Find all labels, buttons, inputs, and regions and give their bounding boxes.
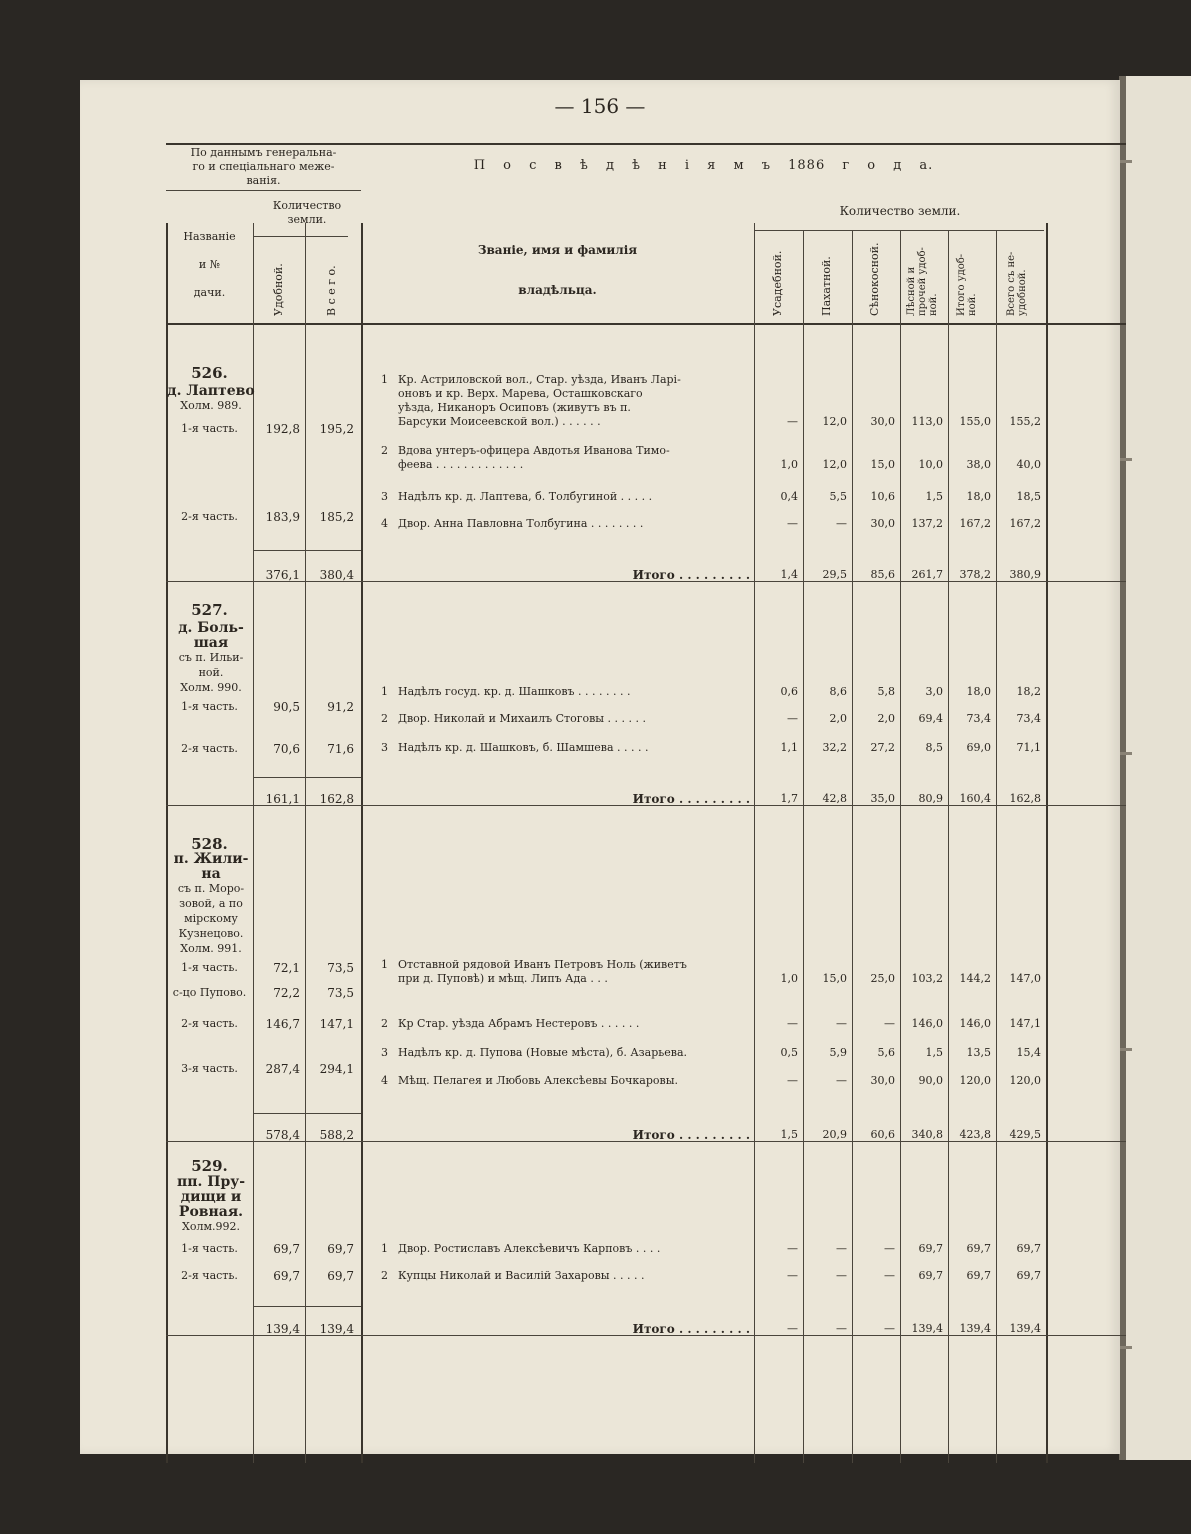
- owner-number: 4: [381, 517, 388, 530]
- section-name-line: на: [201, 866, 221, 882]
- owner-number: 1: [381, 685, 388, 698]
- owner-value-l: 113,0: [911, 415, 943, 428]
- owner-value-p: 2,0: [829, 712, 847, 725]
- part-udobnoy: 192,8: [265, 422, 300, 436]
- part-vsego: 91,2: [327, 700, 354, 714]
- owner-value-i: 73,4: [966, 712, 991, 725]
- owner-text-line: Двор. Анна Павловна Толбугина . . . . . . . .: [398, 517, 644, 530]
- owner-value-v: 167,2: [1009, 517, 1041, 530]
- owner-value-u: —: [787, 517, 798, 530]
- owner-value-p: 32,2: [822, 741, 847, 754]
- part-udobnoy: 183,9: [265, 510, 300, 524]
- part-label: 2-я часть.: [181, 510, 238, 523]
- total-udobnoy: 578,4: [265, 1128, 300, 1142]
- owner-text-line: Надѣлъ госуд. кр. д. Шашковъ . . . . . . . .: [398, 685, 631, 698]
- owner-value-u: 1,0: [780, 972, 798, 985]
- owner-value-s: 30,0: [870, 517, 895, 530]
- owner-value-i: 18,0: [966, 685, 991, 698]
- owner-value-v: 69,7: [1016, 1242, 1041, 1255]
- header-qty: [253, 199, 361, 227]
- owner-value-s: —: [884, 1269, 895, 1282]
- part-vsego: 69,7: [327, 1242, 354, 1256]
- total-label: Итого . . . . . . . . .: [632, 1128, 750, 1142]
- owner-value-i: 146,0: [959, 1017, 991, 1030]
- owner-value-p: —: [836, 1242, 847, 1255]
- owner-value-p: 12,0: [822, 415, 847, 428]
- owner-value-s: 15,0: [870, 458, 895, 471]
- owner-value-s: —: [884, 1017, 895, 1030]
- owner-number: 4: [381, 1074, 388, 1087]
- total-udobnoy: 161,1: [265, 792, 300, 806]
- page-number: — 156 —: [554, 94, 646, 118]
- part-vsego: 69,7: [327, 1269, 354, 1283]
- owner-value-v: 147,1: [1009, 1017, 1041, 1030]
- header-col-senokosnoy: Сѣнокосной.: [868, 242, 881, 316]
- total-value-s: —: [884, 1322, 895, 1335]
- part-udobnoy: 69,7: [273, 1269, 300, 1283]
- owner-value-i: 69,7: [966, 1269, 991, 1282]
- part-udobnoy: 69,7: [273, 1242, 300, 1256]
- owner-text-line: Кр Стар. уѣзда Абрамъ Нестеровъ . . . . . .: [398, 1017, 640, 1030]
- header-text-line: земли.: [287, 213, 327, 226]
- part-vsego: 195,2: [319, 422, 354, 436]
- part-udobnoy: 287,4: [265, 1062, 300, 1076]
- total-value-i: 139,4: [959, 1322, 991, 1335]
- owner-value-v: 18,5: [1016, 490, 1041, 503]
- binding-clip: [1118, 160, 1132, 163]
- owner-value-l: 137,2: [911, 517, 943, 530]
- header-text-line: ванія.: [246, 174, 281, 187]
- owner-value-s: —: [884, 1242, 895, 1255]
- header-left-group: [166, 146, 361, 188]
- header-name-col: [166, 223, 253, 307]
- owner-value-i: 13,5: [966, 1046, 991, 1059]
- total-value-i: 423,8: [959, 1128, 991, 1141]
- owner-value-s: 10,6: [870, 490, 895, 503]
- header-text-line: владѣльца.: [518, 283, 597, 297]
- total-value-u: 1,4: [780, 568, 798, 581]
- owner-text-line: Двор. Ростиславъ Алексѣевичъ Карповъ . . . .: [398, 1242, 661, 1255]
- section-name-line: Холм.992.: [182, 1220, 240, 1233]
- owner-value-l: 69,7: [918, 1269, 943, 1282]
- owner-value-v: 120,0: [1009, 1074, 1041, 1087]
- section-name-line: п. Жили-: [173, 851, 249, 867]
- owner-number: 2: [381, 444, 388, 457]
- owner-value-l: 1,5: [925, 490, 943, 503]
- header-owner-col: [361, 230, 754, 310]
- binding-clip: [1118, 1346, 1132, 1349]
- owner-text-line: Отставной рядовой Иванъ Петровъ Ноль (живетъ: [398, 958, 687, 971]
- section-name-line: пп. Пру-: [176, 1174, 246, 1190]
- part-label: 3-я часть.: [181, 1062, 238, 1075]
- section-name-line: зовой, а по: [179, 897, 243, 910]
- owner-value-i: 167,2: [959, 517, 991, 530]
- total-value-p: 29,5: [822, 568, 847, 581]
- section-number: 526.: [191, 364, 228, 382]
- owner-value-p: —: [836, 517, 847, 530]
- total-udobnoy: 139,4: [265, 1322, 300, 1336]
- owner-text-line: Мѣщ. Пелагея и Любовь Алексѣевы Бочкаровы.: [398, 1074, 678, 1087]
- owner-value-u: —: [787, 1242, 798, 1255]
- total-rule: [253, 1113, 361, 1114]
- owner-number: 2: [381, 712, 388, 725]
- owner-value-l: 69,4: [918, 712, 943, 725]
- total-vsego: 588,2: [319, 1128, 354, 1142]
- owner-value-l: 10,0: [918, 458, 943, 471]
- section-number: 527.: [191, 601, 228, 619]
- section-name-line: Ровная.: [178, 1204, 244, 1220]
- owner-value-i: 155,0: [959, 415, 991, 428]
- section-number: 529.: [191, 1157, 228, 1175]
- part-vsego: 73,5: [327, 986, 354, 1000]
- part-vsego: 147,1: [319, 1017, 354, 1031]
- owner-value-u: 1,1: [780, 741, 798, 754]
- owner-text-line: Надѣлъ кр. д. Пупова (Новые мѣста), б. Азарьева.: [398, 1046, 688, 1059]
- owner-value-v: 69,7: [1016, 1269, 1041, 1282]
- owner-text-line: оновъ и кр. Верх. Марева, Осташковскаго: [398, 387, 643, 400]
- total-value-v: 380,9: [1009, 568, 1041, 581]
- part-udobnoy: 90,5: [273, 700, 300, 714]
- owner-value-p: 12,0: [822, 458, 847, 471]
- header-col-udobnoy: Удобной.: [272, 263, 285, 316]
- owner-value-p: 5,5: [829, 490, 847, 503]
- section-name-line: съ п. Моро-: [177, 882, 245, 895]
- total-value-i: 378,2: [959, 568, 991, 581]
- owner-text-line: Кр. Астриловской вол., Стар. уѣзда, Иванъ Ларі-: [398, 373, 681, 386]
- owner-value-s: 2,0: [877, 712, 895, 725]
- header-text-line: Количество: [272, 199, 342, 212]
- part-vsego: 294,1: [319, 1062, 354, 1076]
- owner-value-p: —: [836, 1269, 847, 1282]
- header-qty-right: Количество земли.: [839, 204, 961, 218]
- total-value-p: —: [836, 1322, 847, 1335]
- section-name-line: съ п. Ильи-: [178, 651, 244, 664]
- total-value-l: 261,7: [911, 568, 943, 581]
- part-label: 2-я часть.: [181, 1269, 238, 1282]
- header-text-line: дачи.: [193, 286, 226, 299]
- total-value-i: 160,4: [959, 792, 991, 805]
- total-value-s: 60,6: [870, 1128, 895, 1141]
- owner-text-line: уѣзда, Никаноръ Осиповъ (живутъ въ п.: [398, 401, 631, 414]
- owner-value-p: —: [836, 1074, 847, 1087]
- owner-value-p: 15,0: [822, 972, 847, 985]
- header-col-pakhatnoy: Пахатной.: [820, 256, 833, 316]
- owner-value-l: 146,0: [911, 1017, 943, 1030]
- section-number: 528.: [191, 835, 228, 853]
- total-value-v: 162,8: [1009, 792, 1041, 805]
- total-vsego: 162,8: [319, 792, 354, 806]
- part-label: 1-я часть.: [181, 1242, 238, 1255]
- owner-value-s: 5,8: [877, 685, 895, 698]
- part-label: 2-я часть.: [181, 742, 238, 755]
- section-name-line: мірскому: [184, 912, 238, 925]
- owner-value-p: 5,9: [829, 1046, 847, 1059]
- qty-right-rule: [754, 230, 1044, 231]
- qty-rule: [253, 236, 348, 237]
- owner-value-u: 1,0: [780, 458, 798, 471]
- owner-value-l: 90,0: [918, 1074, 943, 1087]
- total-value-v: 139,4: [1009, 1322, 1041, 1335]
- owner-value-u: —: [787, 1017, 798, 1030]
- owner-number: 3: [381, 1046, 388, 1059]
- part-vsego: 185,2: [319, 510, 354, 524]
- owner-number: 2: [381, 1269, 388, 1282]
- total-rule: [253, 1306, 361, 1307]
- owner-value-v: 155,2: [1009, 415, 1041, 428]
- document-page: [80, 80, 1120, 1454]
- part-label: 1-я часть.: [181, 961, 238, 974]
- owner-value-p: 8,6: [829, 685, 847, 698]
- total-label: Итого . . . . . . . . .: [632, 568, 750, 582]
- header-col-lesnoy: Лѣсной и прочей удоб- ной.: [906, 247, 939, 316]
- owner-text-line: феева . . . . . . . . . . . . .: [398, 458, 524, 471]
- header-bottom-rule: [166, 323, 1126, 325]
- owner-value-v: 73,4: [1016, 712, 1041, 725]
- section-name-line: шая: [193, 635, 229, 651]
- col-rule: [361, 223, 363, 1463]
- header-text-line: Званіе, имя и фамилія: [477, 243, 638, 257]
- total-value-l: 139,4: [911, 1322, 943, 1335]
- header-text-line: и №: [198, 258, 221, 271]
- owner-value-i: 144,2: [959, 972, 991, 985]
- header-right-group: П о с в ѣ д ѣ н і я м ъ 1886 г о д а.: [473, 158, 934, 173]
- section-name-line: д. Лаптево: [167, 383, 255, 399]
- total-label: Итого . . . . . . . . .: [632, 1322, 750, 1336]
- header-text-line: го и спеціальнаго меже-: [192, 160, 335, 173]
- owner-text-line: при д. Пуповѣ) и мѣщ. Липъ Ада . . .: [398, 972, 608, 985]
- book-binding: [1119, 76, 1126, 1460]
- owner-text-line: Надѣлъ кр. д. Шашковъ, б. Шамшева . . . . .: [398, 741, 649, 754]
- owner-value-v: 40,0: [1016, 458, 1041, 471]
- owner-number: 3: [381, 490, 388, 503]
- header-col-vsego: В с е г о.: [325, 265, 338, 316]
- total-value-v: 429,5: [1009, 1128, 1041, 1141]
- owner-value-s: 25,0: [870, 972, 895, 985]
- owner-value-s: 27,2: [870, 741, 895, 754]
- total-value-p: 42,8: [822, 792, 847, 805]
- left-group-rule: [166, 190, 361, 191]
- owner-value-l: 69,7: [918, 1242, 943, 1255]
- owner-number: 3: [381, 741, 388, 754]
- binding-clip: [1118, 1048, 1132, 1051]
- section-name-line: ной.: [198, 666, 224, 679]
- owner-value-v: 147,0: [1009, 972, 1041, 985]
- owner-value-u: —: [787, 415, 798, 428]
- owner-text-line: Двор. Николай и Михаилъ Стоговы . . . . . .: [398, 712, 647, 725]
- owner-value-u: 0,6: [780, 685, 798, 698]
- owner-value-v: 71,1: [1016, 741, 1041, 754]
- owner-text-line: Вдова унтеръ-офицера Авдотья Иванова Тимо-: [398, 444, 670, 457]
- total-value-s: 35,0: [870, 792, 895, 805]
- part-vsego: 73,5: [327, 961, 354, 975]
- owner-number: 2: [381, 1017, 388, 1030]
- owner-value-s: 5,6: [877, 1046, 895, 1059]
- owner-value-i: 18,0: [966, 490, 991, 503]
- total-value-l: 340,8: [911, 1128, 943, 1141]
- owner-number: 1: [381, 373, 388, 386]
- owner-value-l: 1,5: [925, 1046, 943, 1059]
- owner-number: 1: [381, 958, 388, 971]
- owner-value-i: 69,7: [966, 1242, 991, 1255]
- owner-value-l: 103,2: [911, 972, 943, 985]
- header-col-usadebnoy: Усадебной.: [771, 250, 784, 316]
- section-name-line: Холм. 991.: [180, 942, 242, 955]
- owner-text-line: Купцы Николай и Василій Захаровы . . . . .: [398, 1269, 645, 1282]
- section-name-line: Холм. 990.: [180, 681, 242, 694]
- table-top-rule: [166, 143, 1126, 145]
- header-col-vsego-neudob: Всего съ не- удобной.: [1006, 251, 1028, 316]
- owner-value-i: 69,0: [966, 741, 991, 754]
- adjacent-page-edge: [1126, 76, 1191, 1460]
- header-text-line: Названіе: [183, 230, 236, 243]
- total-value-u: —: [787, 1322, 798, 1335]
- owner-number: 1: [381, 1242, 388, 1255]
- part-udobnoy: 70,6: [273, 742, 300, 756]
- owner-text-line: Надѣлъ кр. д. Лаптева, б. Толбугиной . . . . .: [398, 490, 653, 503]
- owner-value-s: 30,0: [870, 1074, 895, 1087]
- part-label: 1-я часть.: [181, 422, 238, 435]
- owner-value-v: 18,2: [1016, 685, 1041, 698]
- section-name-line: д. Боль-: [178, 620, 244, 636]
- owner-value-u: —: [787, 1269, 798, 1282]
- total-rule: [253, 550, 361, 551]
- total-udobnoy: 376,1: [265, 568, 300, 582]
- part-udobnoy: 146,7: [265, 1017, 300, 1031]
- owner-value-l: 3,0: [925, 685, 943, 698]
- total-vsego: 380,4: [319, 568, 354, 582]
- owner-value-u: —: [787, 712, 798, 725]
- part-label: с-цо Пупово.: [172, 986, 247, 999]
- owner-value-i: 38,0: [966, 458, 991, 471]
- part-udobnoy: 72,1: [273, 961, 300, 975]
- part-label: 2-я часть.: [181, 1017, 238, 1030]
- owner-value-s: 30,0: [870, 415, 895, 428]
- binding-clip: [1118, 752, 1132, 755]
- part-label: 1-я часть.: [181, 700, 238, 713]
- col-rule: [1046, 223, 1048, 1463]
- total-vsego: 139,4: [319, 1322, 354, 1336]
- owner-value-u: 0,5: [780, 1046, 798, 1059]
- total-label: Итого . . . . . . . . .: [632, 792, 750, 806]
- total-value-u: 1,7: [780, 792, 798, 805]
- total-value-s: 85,6: [870, 568, 895, 581]
- section-name-line: дищи и: [180, 1189, 242, 1205]
- part-vsego: 71,6: [327, 742, 354, 756]
- total-value-u: 1,5: [780, 1128, 798, 1141]
- owner-text-line: Барсуки Моисеевской вол.) . . . . . .: [398, 415, 601, 428]
- binding-clip: [1118, 458, 1132, 461]
- owner-value-v: 15,4: [1016, 1046, 1041, 1059]
- section-name-line: Кузнецово.: [178, 927, 244, 940]
- owner-value-u: —: [787, 1074, 798, 1087]
- part-udobnoy: 72,2: [273, 986, 300, 1000]
- col-rule: [305, 223, 306, 1463]
- total-value-p: 20,9: [822, 1128, 847, 1141]
- header-col-itogo: Итого удоб- ной.: [956, 253, 978, 316]
- owner-value-l: 8,5: [925, 741, 943, 754]
- owner-value-p: —: [836, 1017, 847, 1030]
- header-text-line: По даннымъ генеральна-: [190, 146, 337, 159]
- owner-value-u: 0,4: [780, 490, 798, 503]
- section-name-line: Холм. 989.: [180, 399, 242, 412]
- total-rule: [253, 777, 361, 778]
- total-value-l: 80,9: [918, 792, 943, 805]
- owner-value-i: 120,0: [959, 1074, 991, 1087]
